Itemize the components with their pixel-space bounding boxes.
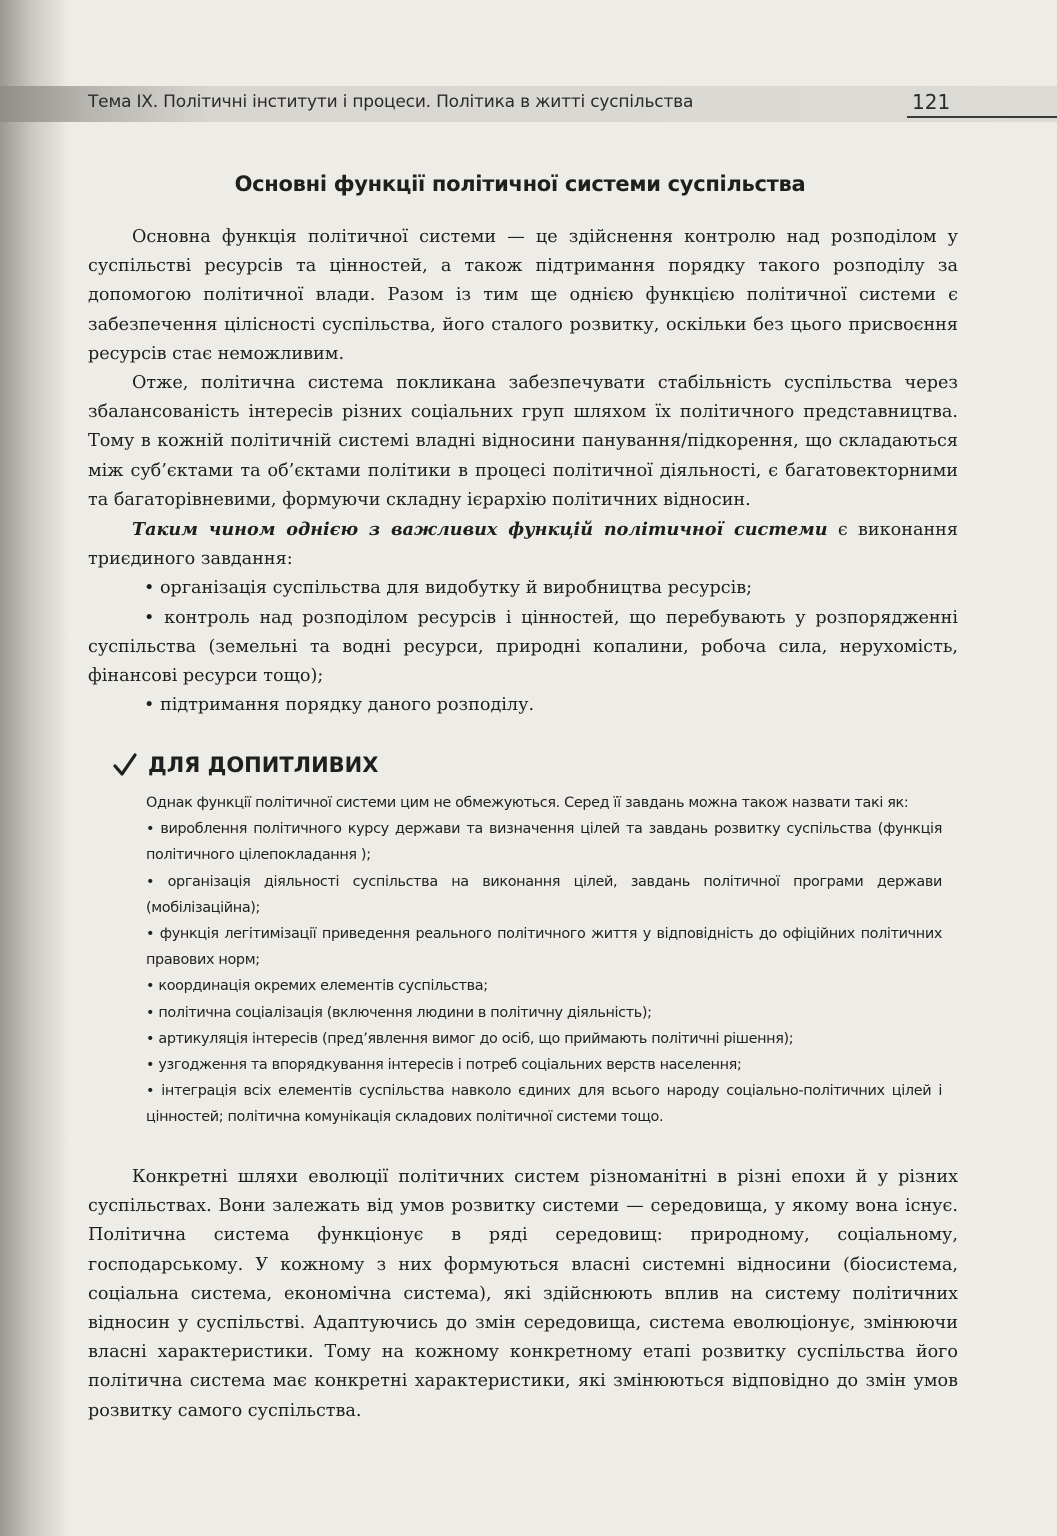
paragraph-1: Основна функція політичної системи — це здійснення контролю над розподілом у суспільстві ресурсів та цінностей, а також підтримання порядку такого розподілу за допомогою політичної влади. Разом із тим ще однією функцією політичної системи є забезпечення цілісності суспільства, його сталого розвитку, оскільки без цього присвоєння ресурсів стає неможливим. [88,227,958,364]
final-text [88,1163,958,1426]
main-text [88,223,958,720]
aside-item: • артикуляція інтересів (пред’явлення вимог до осіб, що приймають політичні рішення); [146,1030,794,1047]
aside-item: • політична соціалізація (включення людини в політичну діяльність); [146,1004,652,1021]
page-number-rule [907,116,1057,118]
bullet-item: • контроль над розподілом ресурсів і цінностей, що перебувають у розпорядженні суспільства (земельні та водні ресурси, природні копалини, робоча сила, нерухомість, фінансові ресурси тощо); [88,607,958,687]
aside-item: • організація діяльності суспільства на виконання цілей, завдань політичної програми держави (мобілізаційна); [146,873,942,916]
paragraph-3 [88,515,958,574]
page-number: 121 [912,90,951,114]
bullet-item: • підтримання порядку даного розподілу. [144,695,535,716]
paragraph-3-lead: Таким чином однією з важливих функцій політичної системи [132,519,828,541]
running-head [0,86,1057,122]
paragraph-3-rest: є виконання триєдиного завдання: [88,520,958,570]
page-gutter-shadow [0,0,70,1536]
aside-box [146,790,942,1131]
section-title: Основні функції політичної системи суспільства [234,172,806,196]
aside-heading-label: ДЛЯ ДОПИТЛИВИХ [148,753,379,777]
check-icon [112,752,138,778]
bullet-item: • організація суспільства для видобутку й виробництва ресурсів; [144,578,753,599]
final-paragraph: Конкретні шляхи еволюції політичних систем різноманітні в різні епохи й у різних суспільствах. Вони залежать від умов розвитку системи — середовища, у якому вона існує. Політична система функціонує в ряді середовищ: природному, соціальному, господарському. У кожному з них формуються власні системні відносини (біосистема, соціальна система, економічна система), які здійснюють вплив на систему політичних відносин у суспільстві. Адаптуючись до змін середовища, система еволюціонує, змінюючи власні характеристики. Тому на кожному конкретному етапі розвитку суспільства його політична система має конкретні характеристики, які змінюються відповідно до змін умов розвитку самого суспільства. [88,1167,958,1421]
aside-item: • функція легітимізації приведення реального політичного життя у відповідність до офіційних політичних правових норм; [146,926,942,969]
aside-item: • узгодження та впорядкування інтересів і потреб соціальних верств населення; [146,1057,742,1074]
paragraph-2: Отже, політична система покликана забезпечувати стабільність суспільства через збалансованість інтересів різних соціальних груп шляхом їх політичного представництва. Тому в кожній політичній системі владні відносини панування/підкорення, що складаються між суб’єктами та об’єктами політики в процесі політичної діяльності, є багатовекторними та багаторівневими, формуючи складну ієрархію політичних відносин. [88,373,958,510]
aside-item: • інтеграція всіх елементів суспільства навколо єдиних для всього народу соціально-політичних цілей і цінностей; політична комунікація складових політичної системи тощо. [146,1083,942,1126]
aside-item: • вироблення політичного курсу держави та визначення цілей та завдань розвитку суспільства (функція політичного цілепокладання ); [146,821,942,864]
aside-intro: Однак функції політичної системи цим не обмежуються. Серед її завдань можна також назвати такі як: [146,795,909,811]
aside-item: • координація окремих елементів суспільства; [146,978,488,995]
running-head-title: Тема IX. Політичні інститути і процеси. Політика в житті суспільства [88,92,694,112]
aside-heading [112,752,378,778]
